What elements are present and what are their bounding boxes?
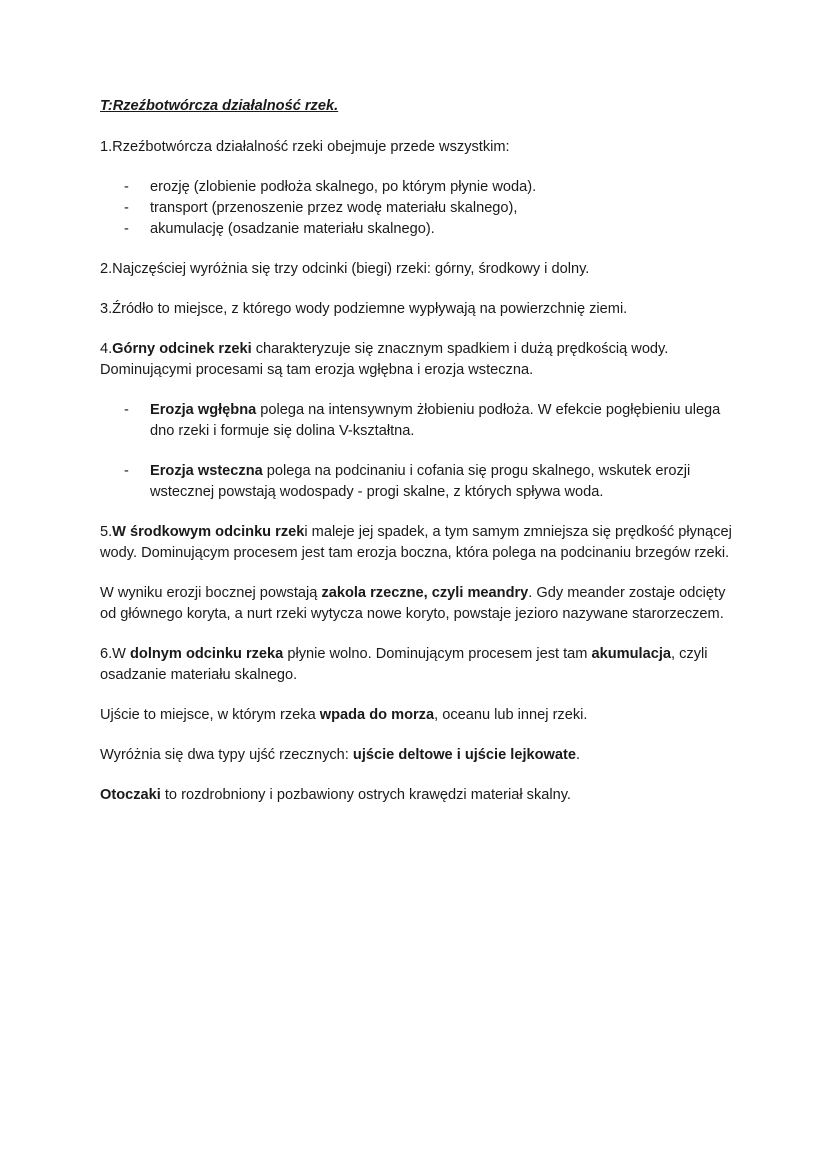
paragraph-8-bold: wpada do morza [319, 707, 435, 723]
erosion-desc: polega na intensywnym żłobieniu podłoża. W efekcie pogłębieniu ulega dno rzeki i formuje się dolina V-kształtna. [150, 402, 721, 439]
paragraph-10 [100, 785, 740, 806]
paragraph-10-bold: Otoczaki [100, 787, 161, 803]
paragraph-4-num: 4. [100, 341, 113, 357]
paragraph-4 [100, 339, 740, 381]
list-item [100, 400, 740, 442]
paragraph-7-mid: płynie wolno. Dominującym procesem jest tam [283, 646, 592, 662]
document-page [100, 96, 740, 825]
paragraph-9-rest: . [575, 747, 581, 763]
erosion-term: Erozja wgłębna [150, 402, 257, 418]
paragraph-7-bold1: dolnym odcinku rzeka [130, 646, 284, 662]
paragraph-5-bold: W środkowym odcinku rzek [112, 524, 305, 540]
paragraph-8-pre: Ujście to miejsce, w którym rzeka [100, 707, 320, 723]
paragraph-6-bold: zakola rzeczne, czyli meandry [321, 585, 529, 601]
list-item: - erozję (zlobienie podłoża skalnego, po którym płynie woda). [100, 177, 740, 198]
paragraph-3: 3.Źródło to miejsce, z którego wody podziemne wypływają na powierzchnię ziemi. [100, 301, 628, 317]
erosion-term: Erozja wsteczna [150, 463, 263, 479]
paragraph-9-pre: Wyróżnia się dwa typy ujść rzecznych: [100, 747, 353, 763]
paragraph-6-rest: . Gdy meander zostaje odcięty od głównego koryta, a nurt rzeki wytycza nowe koryto, powstaje jezioro nazywane starorzeczem. [100, 585, 726, 622]
paragraph-4-rest: charakteryzuje się znacznym spadkiem i dużą prędkością wody. Dominującymi procesami są tam erozja wgłębna i erozja wsteczna. [100, 341, 669, 378]
list-item: - akumulację (osadzanie materiału skalnego). [100, 219, 740, 240]
paragraph-8-rest: , oceanu lub innej rzeki. [434, 707, 588, 723]
paragraph-8 [100, 705, 740, 726]
paragraph-7-bold2: akumulacja [591, 646, 671, 662]
paragraph-4-bold: Górny odcinek rzeki [112, 341, 252, 357]
erosion-list [100, 400, 740, 503]
paragraph-9 [100, 745, 740, 766]
paragraph-5-rest: i maleje jej spadek, a tym samym zmniejsza się prędkość płynącej wody. Dominującym procesem jest tam erozja boczna, która polega na podcinaniu brzegów rzeki. [100, 524, 732, 561]
paragraph-1: 1.Rzeźbotwórcza działalność rzeki obejmuje przede wszystkim: [100, 139, 510, 155]
paragraph-5 [100, 522, 740, 564]
list-item: - transport (przenoszenie przez wodę materiału skalnego), [100, 198, 740, 219]
document-title: T:Rzeźbotwórcza działalność rzek. [100, 98, 339, 114]
paragraph-9-bold: ujście deltowe i ujście lejkowate [352, 747, 576, 763]
list-item [100, 461, 740, 503]
paragraph-5-num: 5. [100, 524, 113, 540]
paragraph-7 [100, 644, 740, 686]
paragraph-6 [100, 583, 740, 625]
process-list [100, 177, 740, 240]
paragraph-7-pre: 6.W [100, 646, 130, 662]
paragraph-2: 2.Najczęściej wyróżnia się trzy odcinki (biegi) rzeki: górny, środkowy i dolny. [100, 261, 590, 277]
paragraph-10-rest: to rozdrobniony i pozbawiony ostrych krawędzi materiał skalny. [160, 787, 571, 803]
erosion-desc: polega na podcinaniu i cofania się progu skalnego, wskutek erozji wstecznej powstają wodospady - progi skalne, z których spływa woda. [150, 463, 691, 500]
paragraph-7-rest: , czyli osadzanie materiału skalnego. [100, 646, 708, 683]
paragraph-6-pre: W wyniku erozji bocznej powstają [100, 585, 322, 601]
